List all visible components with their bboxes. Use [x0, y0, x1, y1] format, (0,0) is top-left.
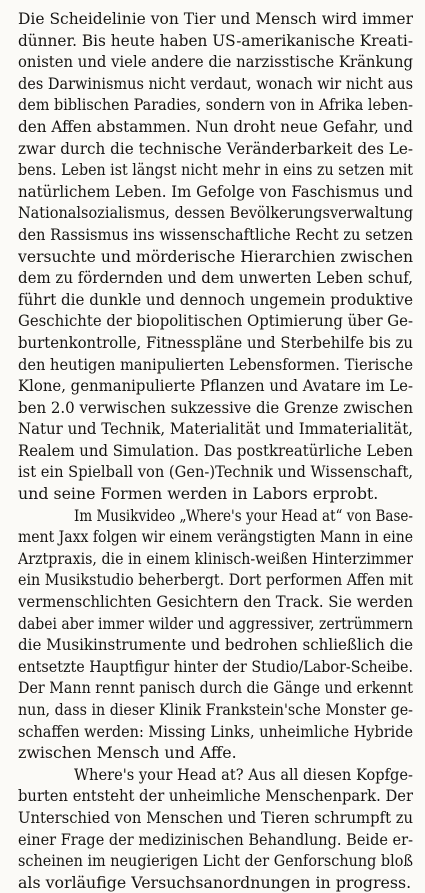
text-line: als vorläufige Versuchsanordnungen in progress. — [18, 872, 412, 892]
paragraph-2 — [18, 505, 413, 764]
text-line: einer Frage der medizinischen Behandlung. Beide er- — [18, 829, 413, 849]
text-line: dünner. Bis heute haben US-amerikanische Kreati- — [18, 30, 413, 50]
text-line: Unterschied von Menschen und Tieren schrumpft zu — [18, 807, 413, 827]
text-line: nun, dass in dieser Klinik Frankstein'sche Monster ge- — [18, 700, 413, 719]
text-line: scheinen im neugierigen Licht der Genforschung bloß — [18, 851, 413, 871]
text-line: den heutigen manipulierten Lebensformen. Tierische — [18, 354, 413, 374]
text-line: zwischen Mensch und Affe. — [18, 743, 237, 763]
text-line: Natur und Technik, Materialität und Immaterialität, — [18, 419, 413, 439]
text-line: Die Scheidelinie von Tier und Mensch wird immer — [18, 9, 413, 28]
text-line: burtenkontrolle, Fitnesspläne und Sterbehilfe bis zu — [18, 332, 413, 352]
text-line: bens. Leben ist längst nicht mehr in eins zu setzen mit — [18, 160, 413, 180]
text-line: Im Musikvideo „Where's your Head at“ von Base- — [74, 505, 413, 525]
text-line: versuchte und mörderische Hierarchien zwischen — [18, 246, 413, 266]
text-line: ben 2.0 verwischen sukzessive die Grenze zwischen — [18, 397, 413, 417]
text-line: dem biblischen Paradies, sondern von in Afrika leben- — [18, 95, 413, 115]
text-line: des Darwinismus nicht verdaut, wonach wir nicht aus — [18, 73, 413, 93]
text-line: den Affen abstammen. Nun droht neue Gefahr, und — [18, 116, 413, 136]
text-line: und seine Formen werden in Labors erprobt. — [18, 484, 379, 504]
text-line: natürlichem Leben. Im Gefolge von Faschismus und — [18, 181, 413, 201]
text-line: Nationalsozialismus, dessen Bevölkerungsverwaltung — [18, 203, 413, 223]
text-line: ein Musikstudio beherbergt. Dort performen Affen mit — [18, 570, 413, 590]
text-line: dem zu fördernden und dem unwerten Leben schuf, — [18, 268, 413, 288]
text-line: dabei aber immer wilder und aggressiver, zertrümmern — [18, 613, 413, 633]
text-line: ment Jaxx folgen wir einem verängstigten Mann in eine — [18, 527, 413, 547]
text-line: Where's your Head at? Aus all diesen Kopfge- — [74, 764, 413, 784]
text-line: onisten und viele andere die narzisstische Kränkung — [18, 52, 413, 72]
text-line: Arztpraxis, die in einem klinisch-weißen Hinterzimmer — [18, 548, 413, 568]
text-line: den Rassismus ins wissenschaftliche Recht zu setzen — [18, 224, 413, 244]
text-line: Geschichte der biopolitischen Optimierung über Ge- — [18, 311, 413, 331]
body-text — [18, 8, 413, 893]
text-line: zwar durch die technische Veränderbarkeit des Le- — [18, 138, 413, 158]
text-line: führt die dunkle und dennoch ungemein produktive — [18, 289, 413, 309]
text-line: Klone, genmanipulierte Pflanzen und Avatare im Le- — [18, 376, 413, 396]
text-line: burten entsteht der unheimliche Menschenpark. Der — [18, 786, 413, 806]
text-line: vermenschlichten Gesichtern den Track. Sie werden — [18, 592, 413, 612]
text-line: schaffen werden: Missing Links, unheimliche Hybride — [18, 721, 413, 741]
text-line: ist ein Spielball von (Gen-)Technik und Wissenschaft, — [18, 462, 413, 482]
text-line: entsetzte Hauptfigur hinter der Studio/Labor-Scheibe. — [18, 656, 413, 676]
paragraph-1 — [18, 8, 413, 505]
paragraph-3 — [18, 764, 413, 893]
text-line: Realem und Simulation. Das postkreatürliche Leben — [18, 440, 413, 460]
text-line: die Musikinstrumente und bedrohen schließlich die — [18, 635, 413, 655]
text-line: Der Mann rennt panisch durch die Gänge und erkennt — [18, 678, 413, 698]
